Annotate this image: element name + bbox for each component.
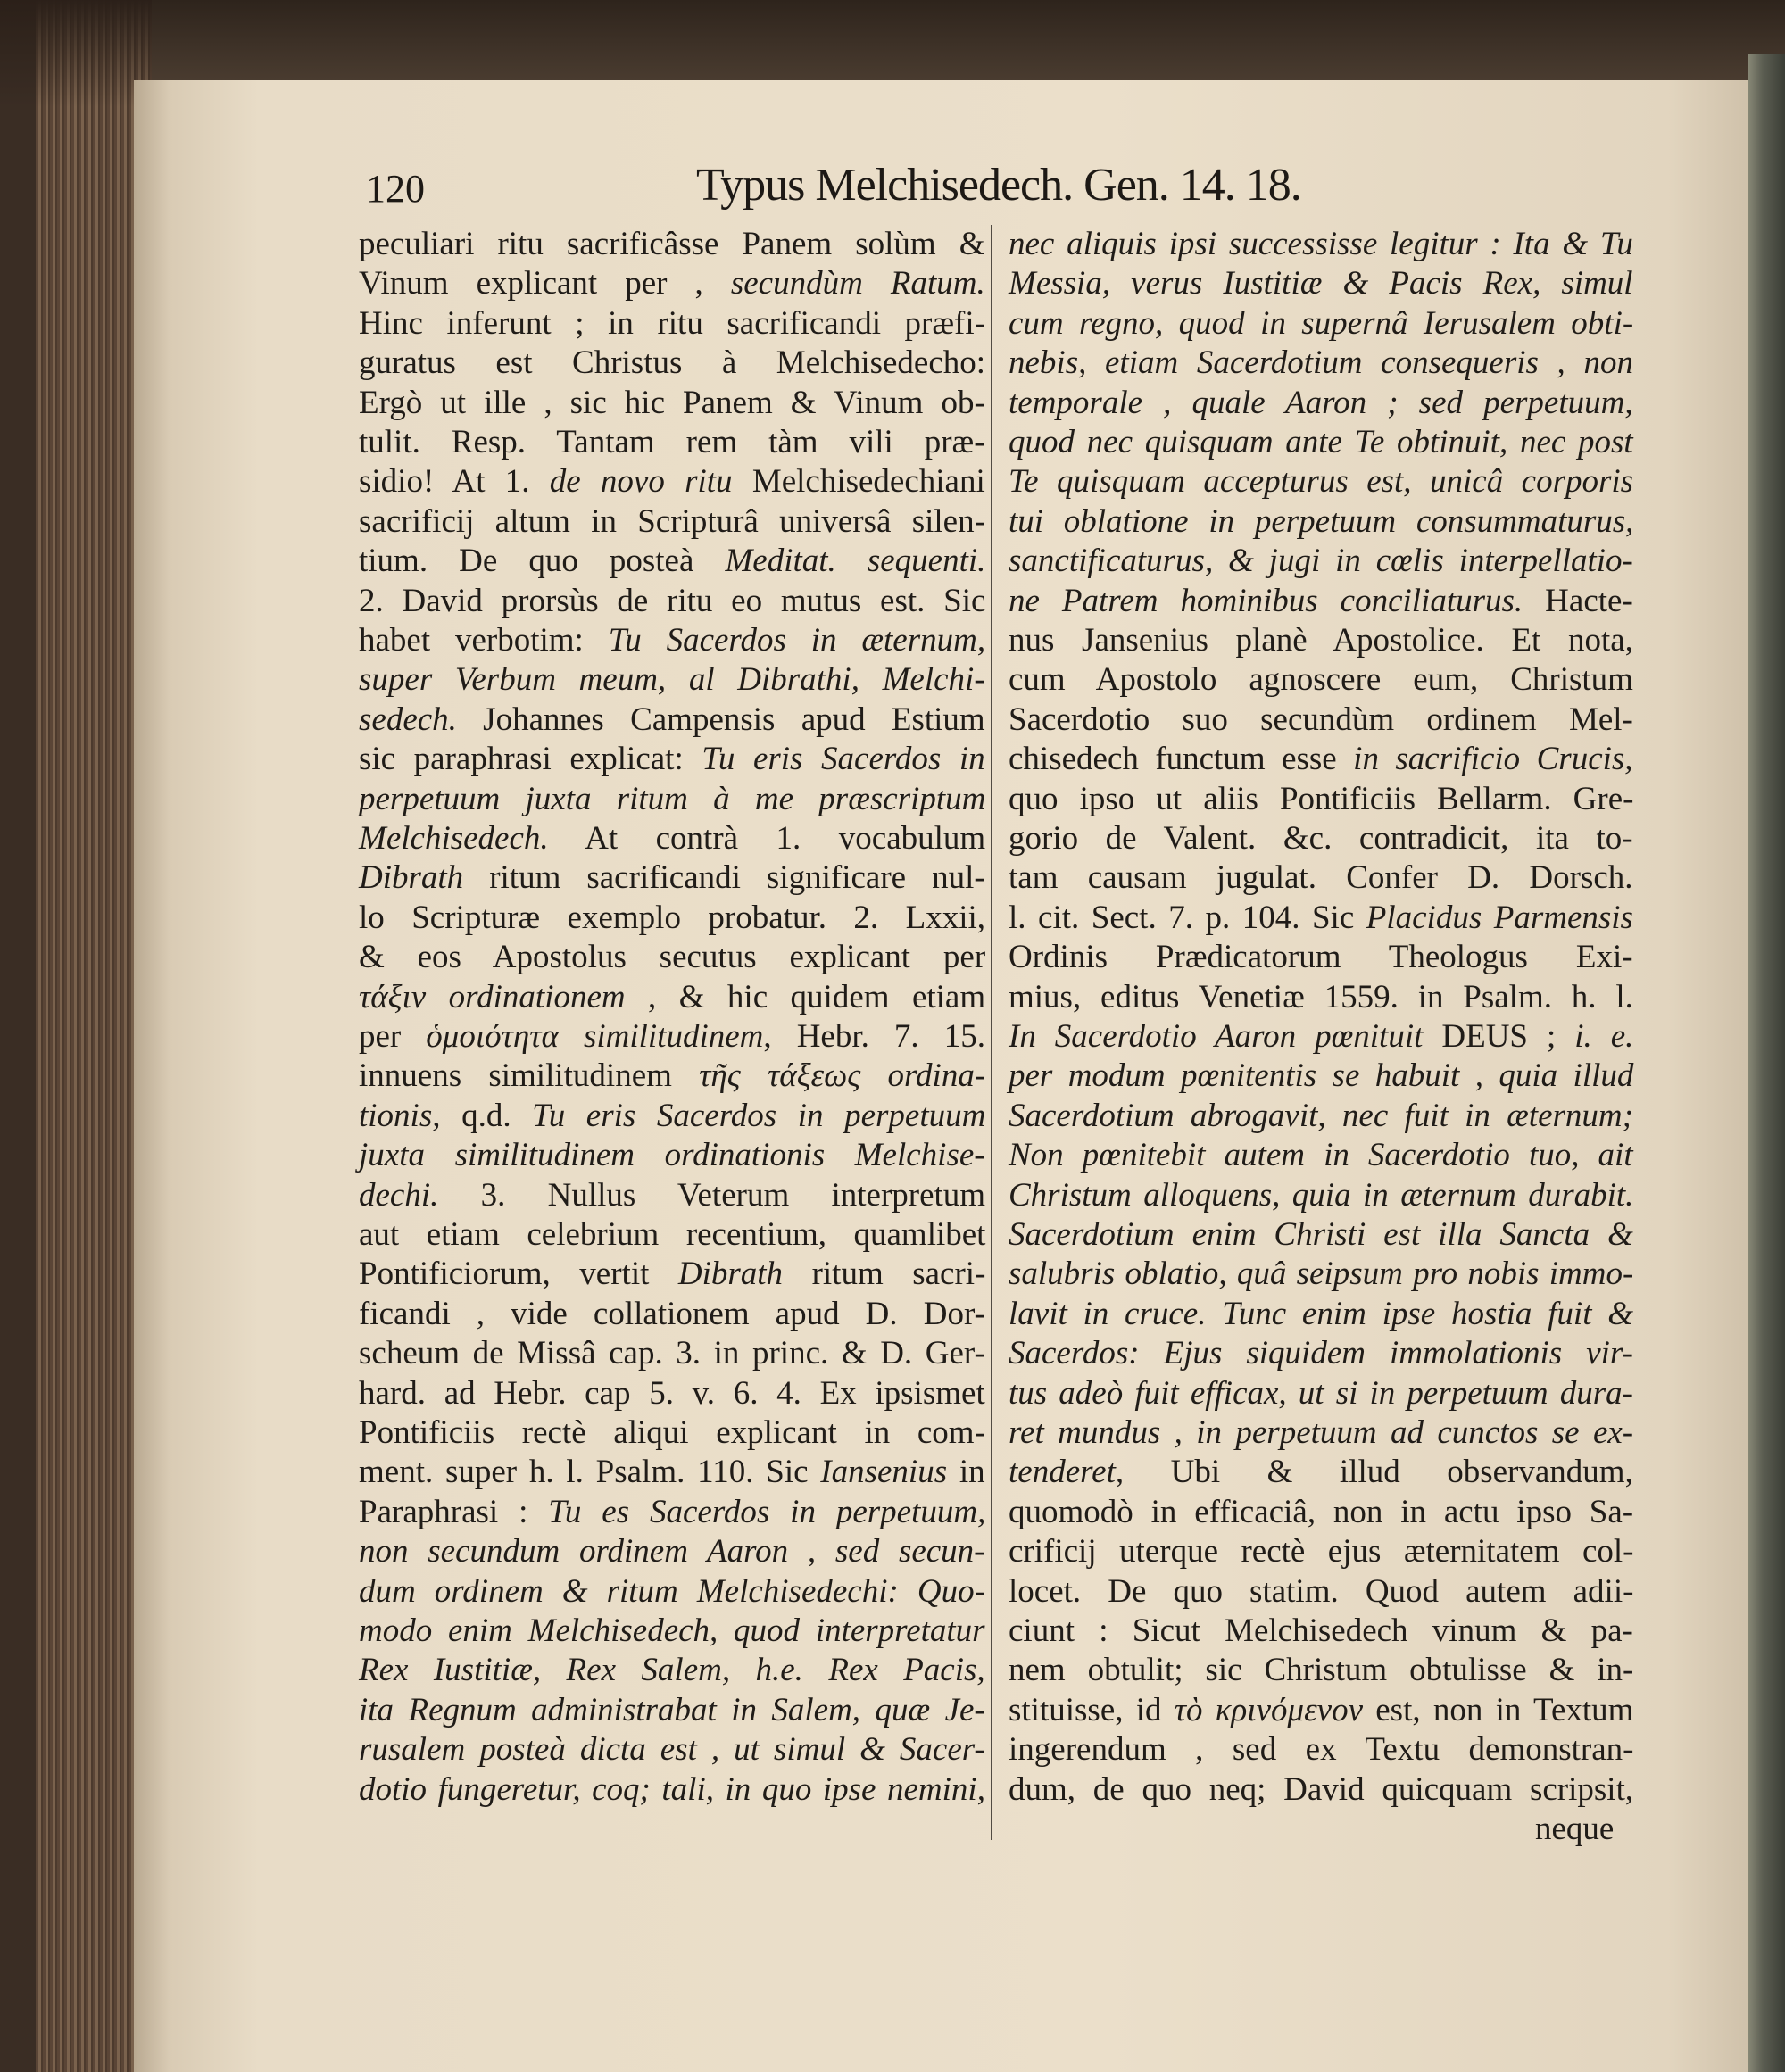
text-line: [1009, 1334, 1633, 1373]
roman-text: ingerendum , sed ex Textu demonstran-: [1009, 1731, 1634, 1769]
roman-text: Sacerdotio suo secundùm ordinem Mel-: [1009, 700, 1633, 738]
text-line: [359, 938, 985, 977]
text-line: [1009, 700, 1633, 740]
italic-text: Dibrath: [677, 1256, 784, 1293]
book-top-edge: [134, 0, 1785, 82]
text-line: [359, 1493, 985, 1532]
text-line: [1009, 1215, 1633, 1255]
italic-text: tenderet,: [1009, 1454, 1125, 1491]
roman-text: scheum de Missâ cap. 3. in princ. & D. Ger-: [359, 1335, 985, 1372]
italic-text: Tu Sacerdos in æternum,: [608, 622, 986, 659]
roman-text: per: [359, 1018, 427, 1055]
italic-text: Melchisedech.: [359, 820, 549, 857]
roman-text: , Hebr. 7. 15.: [763, 1018, 985, 1055]
italic-text: cum regno, quod in supernâ Ierusalem obti-: [1009, 304, 1634, 342]
italic-text: rusalem posteà dicta est , ut simul & Sacer-: [359, 1731, 985, 1769]
italic-text: non secundum ordinem Aaron , sed secun-: [359, 1533, 985, 1571]
text-line: [359, 740, 985, 779]
italic-text: lavit in cruce. Tunc enim ipse hostia fuit &: [1009, 1295, 1634, 1332]
text-line: [359, 1691, 985, 1730]
roman-text: Johannes Campensis apud Estium: [456, 700, 985, 738]
roman-text: lo Scripturæ exemplo probatur. 2. Lxxii,: [359, 899, 986, 936]
roman-text: tium. De quo posteà: [359, 543, 726, 580]
roman-text: mius, editus Venetiæ 1559. in Psalm. h. l.: [1009, 978, 1633, 1015]
roman-text: sacrificij altum in Scripturâ universâ silen-: [359, 502, 985, 540]
text-line: [1009, 384, 1633, 423]
text-line: [359, 1374, 985, 1413]
text-line: [359, 1057, 985, 1096]
column-rule: [991, 225, 992, 1840]
text-line: [359, 1097, 985, 1136]
roman-text: aut etiam celebrium recentium, quamlibet: [359, 1216, 986, 1253]
text-line: [359, 1651, 985, 1690]
text-line: [359, 1612, 985, 1651]
text-line: [359, 304, 985, 344]
roman-text: ciunt : Sicut Melchisedech vinum & pa-: [1009, 1612, 1633, 1649]
italic-text: tus adeò fuit efficax, ut si in perpetuum dura-: [1009, 1374, 1633, 1412]
italic-text: i. e.: [1574, 1018, 1634, 1055]
roman-text: ritum sacri-: [783, 1256, 986, 1293]
text-line: [359, 1176, 985, 1215]
italic-text: Sacerdotium enim Christi est illa Sancta &: [1009, 1216, 1633, 1253]
italic-text: Messia, verus Iustitiæ & Pacis Rex, simul: [1009, 265, 1633, 303]
text-line: [1009, 1730, 1633, 1769]
text-line: [1009, 1057, 1633, 1096]
roman-text: nus Jansenius planè Apostolice. Et nota,: [1009, 622, 1633, 659]
text-line: [1009, 1017, 1633, 1057]
roman-text: Pontificiorum, vertit: [359, 1256, 678, 1293]
roman-text: Ordinis Prædicatorum Theologus Exi-: [1009, 939, 1633, 976]
text-line: [1009, 1453, 1633, 1492]
italic-text: secundùm Ratum.: [730, 265, 985, 303]
italic-text: dum ordinem & ritum Melchisedechi: Quo-: [359, 1572, 985, 1610]
roman-text: 3. Nullus Veterum interpretum: [438, 1176, 986, 1214]
text-line: [1009, 1612, 1633, 1651]
italic-text: sanctificaturus, & jugi in cœlis interpellatio-: [1009, 543, 1633, 580]
roman-text: innuens similitudinem: [359, 1057, 700, 1095]
text-line: [359, 621, 985, 660]
text-line: [1009, 978, 1633, 1017]
text-line: [1009, 304, 1633, 344]
roman-text: Hacte-: [1523, 582, 1633, 619]
italic-text: dechi.: [359, 1176, 439, 1214]
roman-text: locet. De quo statim. Quod autem adii-: [1009, 1572, 1634, 1610]
text-line: [1009, 1136, 1633, 1175]
roman-text: habet verbotim:: [359, 622, 609, 659]
roman-text: peculiari ritu sacrificâsse Panem solùm &: [359, 226, 985, 262]
roman-text: Pontificiis rectè aliqui explicant in com-: [359, 1414, 985, 1451]
text-line: [1009, 899, 1633, 938]
text-line: [1009, 1572, 1633, 1612]
roman-text: ritum sacrificandi significare nul-: [463, 859, 985, 897]
italic-text: ὁμοιότητα similitudinem: [426, 1018, 764, 1055]
roman-text: sic paraphrasi explicat:: [359, 741, 702, 778]
roman-text: in: [947, 1454, 985, 1491]
italic-text: quod nec quisquam ante Te obtinuit, nec post: [1009, 424, 1633, 460]
text-line: [1009, 1374, 1633, 1413]
italic-text: tui oblatione in perpetuum consummaturus,: [1009, 502, 1634, 540]
text-line: [1009, 660, 1633, 700]
text-line: [1009, 858, 1633, 898]
roman-text: DEUS ;: [1423, 1018, 1575, 1055]
roman-text: hard. ad Hebr. cap 5. v. 6. 4. Ex ipsismet: [359, 1374, 985, 1412]
italic-text: dotio fungeretur, coq; tali, in quo ipse nemini,: [359, 1770, 985, 1808]
roman-text: Vinum explicant per ,: [359, 265, 731, 303]
italic-text: nebis, etiam Sacerdotium consequeris , non: [1009, 344, 1633, 382]
italic-text: Placidus Parmensis: [1366, 899, 1633, 936]
text-line: [359, 1413, 985, 1453]
italic-text: in sacrificio Crucis,: [1353, 741, 1633, 778]
running-title: Typus Melchisedech. Gen. 14. 18.: [696, 160, 1301, 211]
roman-text: guratus est Christus à Melchisedecho:: [359, 344, 986, 382]
italic-text: nec aliquis ipsi successisse legitur : Ita & Tu: [1009, 226, 1633, 262]
text-line: [359, 264, 985, 303]
roman-text: l. cit. Sect. 7. p. 104. Sic: [1009, 899, 1366, 936]
text-line: [359, 780, 985, 819]
italic-text: τῆς τάξεως ordina-: [699, 1057, 986, 1095]
roman-text: Hinc inferunt ; in ritu sacrificandi præfi-: [359, 304, 985, 342]
italic-text: Non pœnitebit autem in Sacerdotio tuo, ait: [1009, 1137, 1633, 1174]
text-line: [1009, 225, 1633, 264]
roman-text: Paraphrasi :: [359, 1493, 549, 1530]
italic-text: Dibrath: [359, 859, 464, 897]
catchword: neque: [1535, 1811, 1615, 1847]
text-line: [359, 1017, 985, 1057]
text-line: [359, 1770, 985, 1810]
roman-text: tulit. Resp. Tantam rem tàm vili præ-: [359, 424, 985, 460]
text-line: [359, 660, 985, 700]
roman-text: & eos Apostolus secutus explicant per: [359, 939, 986, 976]
page-stack-edge: [0, 0, 152, 2072]
italic-text: τὸ κρινόμενον: [1174, 1691, 1363, 1728]
text-line: [359, 542, 985, 581]
text-line: [359, 700, 985, 740]
italic-text: Te quisquam accepturus est, unicâ corporis: [1009, 463, 1634, 501]
roman-text: crificij uterque rectè ejus æternitatem col-: [1009, 1533, 1634, 1571]
text-line: [359, 384, 985, 423]
text-line: [1009, 542, 1633, 581]
text-line: [1009, 462, 1633, 501]
italic-text: super Verbum meum, al Dibrathi, Melchi-: [359, 661, 985, 699]
facing-page-edge: [1748, 54, 1785, 2072]
text-line: [359, 344, 985, 383]
text-line: [1009, 1413, 1633, 1453]
roman-text: Ergò ut ille , sic hic Panem & Vinum ob-: [359, 384, 985, 421]
text-line: [1009, 502, 1633, 542]
text-line: [359, 1215, 985, 1255]
text-line: [1009, 740, 1633, 779]
text-line: [359, 1136, 985, 1175]
text-line: [1009, 1770, 1633, 1810]
italic-text: τάξιν ordinationem: [359, 978, 626, 1015]
text-line: [359, 1255, 985, 1294]
italic-text: Meditat. sequenti.: [725, 543, 986, 580]
italic-text: ita Regnum administrabat in Salem, quæ Je-: [359, 1691, 985, 1728]
text-line: [359, 1730, 985, 1769]
text-line: [359, 1453, 985, 1492]
text-line: [1009, 819, 1633, 858]
text-line: [1009, 582, 1633, 621]
roman-text: dum, de quo neq; David quicquam scripsit,: [1009, 1770, 1634, 1808]
roman-text: Melchisedechiani: [732, 463, 985, 501]
roman-text: ficandi , vide collationem apud D. Dor-: [359, 1295, 985, 1332]
roman-text: chisedech functum esse: [1009, 741, 1354, 778]
text-line: [1009, 621, 1633, 660]
roman-text: quo ipso ut aliis Pontificiis Bellarm. Gre-: [1009, 780, 1634, 817]
text-line: [359, 1572, 985, 1612]
text-line: [1009, 344, 1633, 383]
italic-text: juxta similitudinem ordinationis Melchise-: [359, 1137, 985, 1174]
text-line: [1009, 1691, 1633, 1730]
italic-text: Sacerdos: Ejus siquidem immolationis vir-: [1009, 1335, 1633, 1372]
text-line: [359, 423, 985, 462]
roman-text: quomodò in efficaciâ, non in actu ipso Sa-: [1009, 1493, 1634, 1530]
italic-text: Iansenius: [820, 1454, 948, 1491]
text-line: [1009, 1295, 1633, 1334]
text-line: [359, 899, 985, 938]
text-line: [359, 462, 985, 501]
text-line: [1009, 1651, 1633, 1690]
italic-text: ret mundus , in perpetuum ad cunctos se ex-: [1009, 1414, 1634, 1451]
text-line: [1009, 1176, 1633, 1215]
italic-text: per modum pœnitentis se habuit , quia illud: [1009, 1057, 1634, 1095]
roman-text: cum Apostolo agnoscere eum, Christum: [1009, 661, 1633, 699]
italic-text: modo enim Melchisedech, quod interpretatur: [359, 1612, 985, 1649]
italic-text: Christum alloquens, quia in æternum durabit.: [1009, 1176, 1634, 1214]
text-line: [359, 225, 985, 264]
roman-text: 2. David prorsùs de ritu eo mutus est. Sic: [359, 582, 986, 619]
roman-text: est, non in Textum: [1363, 1691, 1634, 1728]
text-line: [1009, 423, 1633, 462]
text-line: [1009, 1493, 1633, 1532]
text-line: [1009, 780, 1633, 819]
text-line: [359, 858, 985, 898]
text-line: [1009, 1097, 1633, 1136]
italic-text: sedech.: [359, 700, 457, 738]
italic-text: In Sacerdotio Aaron pœnituit: [1009, 1018, 1424, 1055]
text-line: [359, 502, 985, 542]
text-line: [359, 1532, 985, 1571]
italic-text: Sacerdotium abrogavit, nec fuit in æternum;: [1009, 1097, 1633, 1134]
italic-text: Rex Iustitiæ, Rex Salem, h.e. Rex Pacis,: [359, 1652, 985, 1689]
roman-text: Ubi & illud observandum,: [1124, 1454, 1633, 1491]
italic-text: tionis,: [359, 1097, 441, 1134]
roman-text: ment. super h. l. Psalm. 110. Sic: [359, 1454, 821, 1491]
italic-text: ne Patrem hominibus conciliaturus.: [1009, 582, 1523, 619]
text-line: [359, 582, 985, 621]
text-line: [1009, 264, 1633, 303]
italic-text: Tu es Sacerdos in perpetuum,: [548, 1493, 986, 1530]
text-line: [359, 978, 985, 1017]
page-number: 120: [366, 167, 425, 211]
roman-text: sidio! At 1.: [359, 463, 550, 501]
text-line: [359, 1334, 985, 1373]
roman-text: , & hic quidem etiam: [625, 978, 986, 1015]
text-line: [1009, 938, 1633, 977]
roman-text: gorio de Valent. &c. contradicit, ita to-: [1009, 820, 1633, 857]
italic-text: salubris oblatio, quâ seipsum pro nobis immo-: [1009, 1256, 1634, 1293]
text-line: [359, 1295, 985, 1334]
italic-text: Tu eris Sacerdos in perpetuum: [532, 1097, 986, 1134]
italic-text: temporale , quale Aaron ; sed perpetuum,: [1009, 384, 1633, 421]
text-line: [359, 819, 985, 858]
text-line: [1009, 1255, 1633, 1294]
roman-text: tam causam jugulat. Confer D. Dorsch.: [1009, 859, 1633, 897]
italic-text: Tu eris Sacerdos in: [702, 741, 985, 778]
italic-text: de novo ritu: [549, 463, 733, 501]
roman-text: nem obtulit; sic Christum obtulisse & in-: [1009, 1652, 1634, 1689]
text-line: [1009, 1532, 1633, 1571]
roman-text: q.d.: [440, 1097, 533, 1134]
roman-text: stituisse, id: [1009, 1691, 1175, 1728]
roman-text: At contrà 1. vocabulum: [548, 820, 986, 857]
italic-text: perpetuum juxta ritum à me præscriptum: [359, 780, 986, 817]
